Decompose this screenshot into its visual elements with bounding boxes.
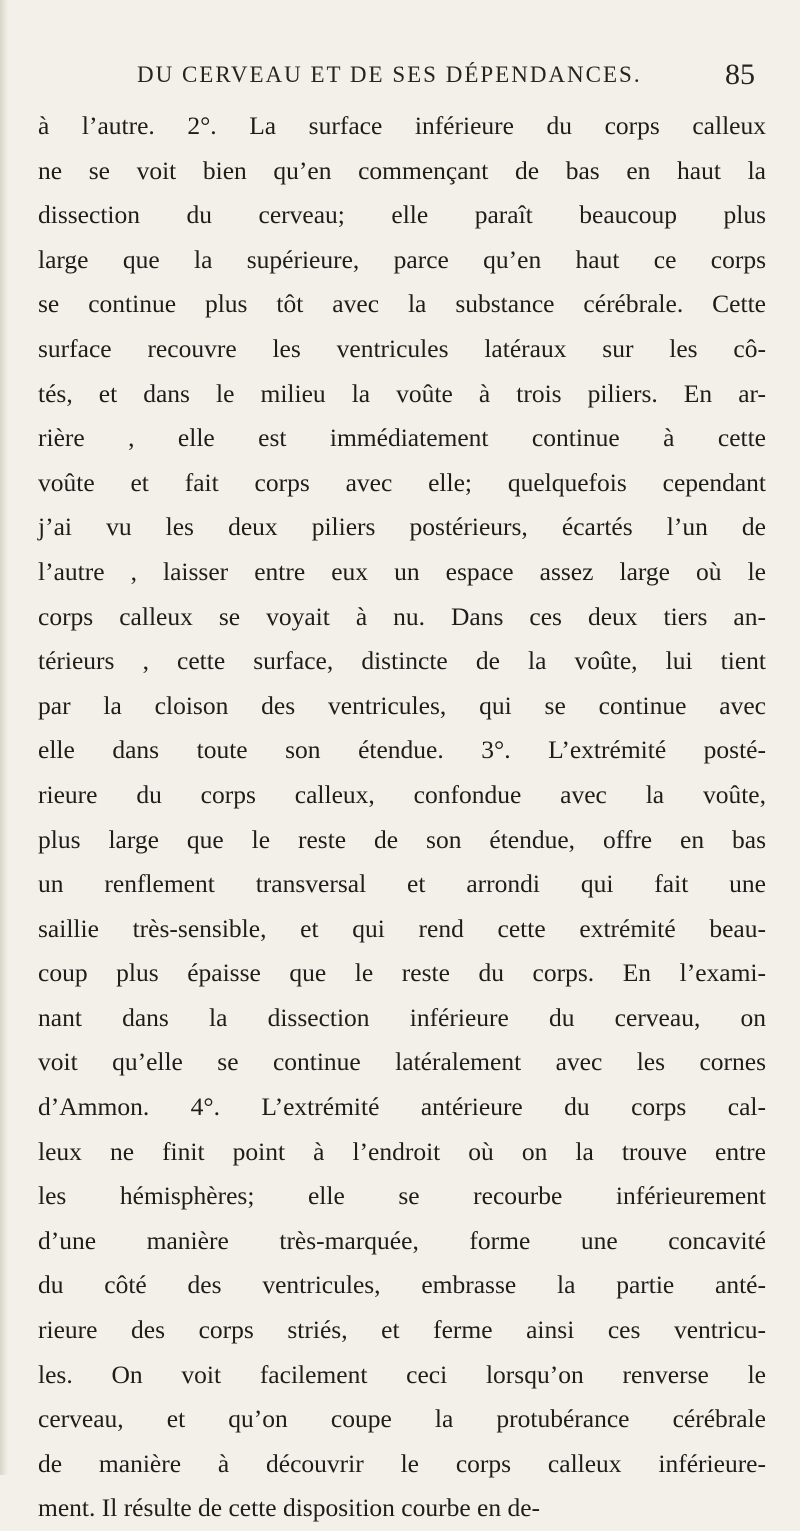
text-line: rieure du corps calleux, confondue avec la voûte, (38, 779, 766, 809)
text-line: d’une manière très-marquée, forme une concavité (38, 1225, 766, 1255)
text-line: les. On voit facilement ceci lorsqu’on renverse le (38, 1359, 766, 1389)
body-text (38, 104, 766, 1531)
running-head (0, 58, 800, 102)
text-line: nant dans la dissection inférieure du cerveau, on (38, 1002, 766, 1032)
text-line: surface recouvre les ventricules latéraux sur les cô- (38, 333, 766, 363)
text-line: à l’autre. 2°. La surface inférieure du corps calleux (38, 111, 766, 140)
page-number: 85 (725, 58, 755, 91)
text-line: j’ai vu les deux piliers postérieurs, écartés l’un de (38, 512, 766, 542)
text-line: de manière à découvrir le corps calleux inférieure- (38, 1448, 766, 1478)
page-binding-shadow (0, 0, 8, 1475)
text-line: voûte et fait corps avec elle; quelquefois cependant (38, 467, 766, 497)
text-line: ne se voit bien qu’en commençant de bas en haut la (38, 155, 766, 185)
text-line: large que la supérieure, parce qu’en haut ce corps (38, 244, 766, 274)
text-line: du côté des ventricules, embrasse la partie anté- (38, 1270, 766, 1300)
text-line: ment. Il résulte de cette disposition courbe en de- (38, 1493, 541, 1523)
text-line: rière , elle est immédiatement continue à cette (38, 423, 766, 453)
text-line: corps calleux se voyait à nu. Dans ces deux tiers an- (38, 601, 766, 631)
text-line: l’autre , laisser entre eux un espace assez large où le (38, 556, 766, 586)
text-line: tés, et dans le milieu la voûte à trois piliers. En ar- (38, 378, 766, 408)
text-line: se continue plus tôt avec la substance cérébrale. Cette (38, 289, 766, 319)
text-line: dissection du cerveau; elle paraît beaucoup plus (38, 200, 766, 230)
text-line: térieurs , cette surface, distincte de la voûte, lui tient (38, 646, 766, 676)
text-line: saillie très-sensible, et qui rend cette extrémité beau- (38, 913, 766, 943)
text-line: d’Ammon. 4°. L’extrémité antérieure du corps cal- (38, 1092, 766, 1122)
text-line: par la cloison des ventricules, qui se continue avec (38, 690, 766, 720)
text-line: cerveau, et qu’on coupe la protubérance cérébrale (38, 1404, 766, 1434)
text-line: voit qu’elle se continue latéralement avec les cornes (38, 1047, 766, 1077)
text-line: plus large que le reste de son étendue, offre en bas (38, 824, 766, 854)
text-line: elle dans toute son étendue. 3°. L’extrémité posté- (38, 735, 766, 765)
text-line: les hémisphères; elle se recourbe inférieurement (38, 1181, 766, 1211)
text-line: rieure des corps striés, et ferme ainsi ces ventricu- (38, 1315, 766, 1345)
text-line: coup plus épaisse que le reste du corps. En l’exami- (38, 958, 766, 988)
running-title: DU CERVEAU ET DE SES DÉPENDANCES. (137, 62, 642, 87)
text-line: un renflement transversal et arrondi qui fait une (38, 869, 766, 899)
text-line: leux ne finit point à l’endroit où on la trouve entre (38, 1136, 766, 1166)
